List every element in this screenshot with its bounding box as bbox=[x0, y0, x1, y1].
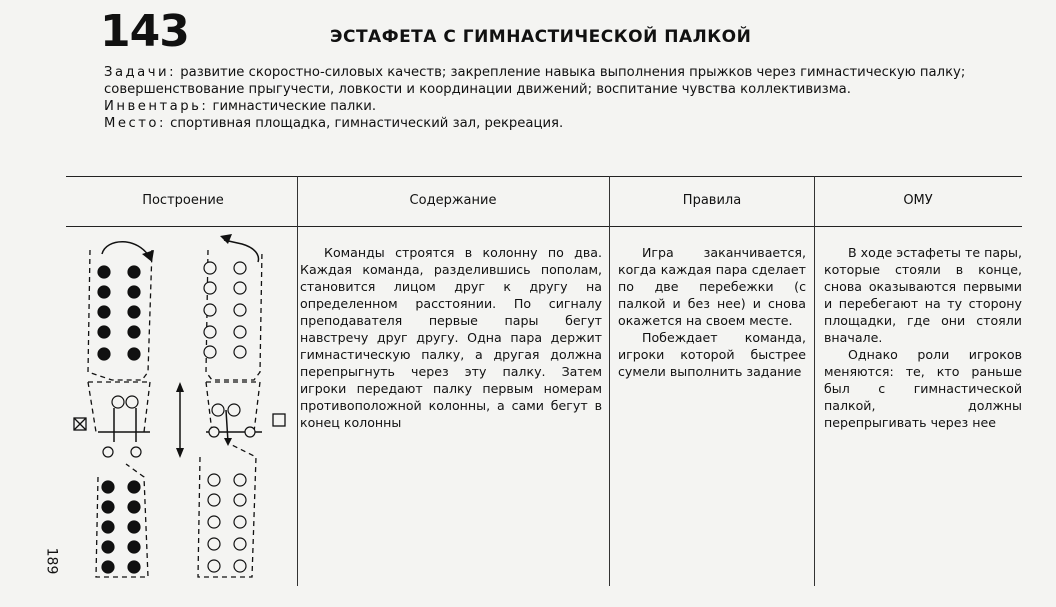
arrow-head bbox=[220, 234, 232, 244]
place-text: спортивная площадка, гимнастический зал, рекреация. bbox=[165, 116, 564, 131]
tasks-text: развитие скоростно-силовых качеств; закрепление навыка выполнения прыжков через гимнастическую палку; совершенствование прыгучести, ловкости и координации движений; воспитание чувства коллективизма. bbox=[104, 65, 966, 97]
team-a-bottom-outline bbox=[96, 464, 148, 577]
inventory-label: Инвентарь: bbox=[104, 99, 209, 114]
team-a-top-outline bbox=[88, 250, 152, 380]
jump-arrow bbox=[226, 410, 228, 442]
header-rules: Правила bbox=[682, 193, 742, 208]
table-top-border bbox=[66, 176, 1022, 177]
team-b-bottom-outline bbox=[198, 444, 256, 577]
inventory-paragraph bbox=[66, 98, 1022, 115]
rules-text-2: Побеждает команда, игроки которой быстрее сумели выполнить задание bbox=[618, 330, 806, 379]
header-construction: Построение bbox=[142, 193, 224, 208]
column-divider bbox=[297, 176, 298, 586]
tasks-paragraph bbox=[66, 64, 1022, 98]
formation-diagram bbox=[70, 232, 295, 592]
arrow-head bbox=[224, 438, 232, 446]
table-header-border bbox=[66, 226, 1022, 227]
column-divider bbox=[814, 176, 815, 586]
content-cell bbox=[300, 244, 602, 431]
place-label: Место: bbox=[104, 116, 166, 131]
arrow-head bbox=[176, 382, 184, 392]
column-divider bbox=[609, 176, 610, 586]
exercise-number: 143 bbox=[100, 6, 189, 57]
players-half-filled bbox=[98, 262, 255, 573]
header-omu: ОМУ bbox=[903, 193, 933, 208]
omu-cell bbox=[824, 244, 1022, 431]
arrow-head bbox=[142, 250, 154, 262]
rules-cell bbox=[618, 244, 806, 380]
omu-text-2: Однако роли игроков меняются: те, кто раньше был с гимнастической палкой, должны перепрыгивать через нее bbox=[824, 347, 1022, 430]
return-arrow-b bbox=[224, 240, 258, 262]
header-content: Содержание bbox=[409, 193, 497, 208]
place-paragraph bbox=[66, 115, 1022, 132]
page-title: ЭСТАФЕТА С ГИМНАСТИЧЕСКОЙ ПАЛКОЙ bbox=[330, 27, 752, 47]
pole-line bbox=[114, 408, 136, 442]
page-number: 189 bbox=[43, 547, 60, 575]
arrow-head bbox=[176, 448, 184, 458]
intro-block bbox=[66, 64, 1022, 132]
content-text: Команды строятся в колонну по два. Каждая команда, разделившись пополам, становится лицом друг к другу на определенном расстоянии. По сигналу преподавателя первые пары бегут навстречу друг другу. Одна пара держит гимнастическую палку, а другая должна перепрыгнуть через эту палку. Затем игроки передают палку первым номерам противоположной колонны, а сами бегут в конец колонны bbox=[300, 245, 602, 430]
return-arrow-a bbox=[102, 242, 150, 258]
rules-text-1: Игра заканчивается, когда каждая пара сделает по две перебежки (с палкой и без нее) и снова окажется на своем месте. bbox=[618, 245, 806, 328]
tasks-label: Задачи: bbox=[104, 65, 177, 80]
team-marker-empty-icon bbox=[273, 414, 285, 426]
team-marker-crossed-icon bbox=[74, 418, 86, 430]
inventory-text: гимнастические палки. bbox=[208, 99, 377, 114]
omu-text-1: В ходе эстафеты те пары, которые стояли в конце, снова оказываются первыми и перебегают на ту сторону площадки, где они стояли вначале. bbox=[824, 245, 1022, 345]
